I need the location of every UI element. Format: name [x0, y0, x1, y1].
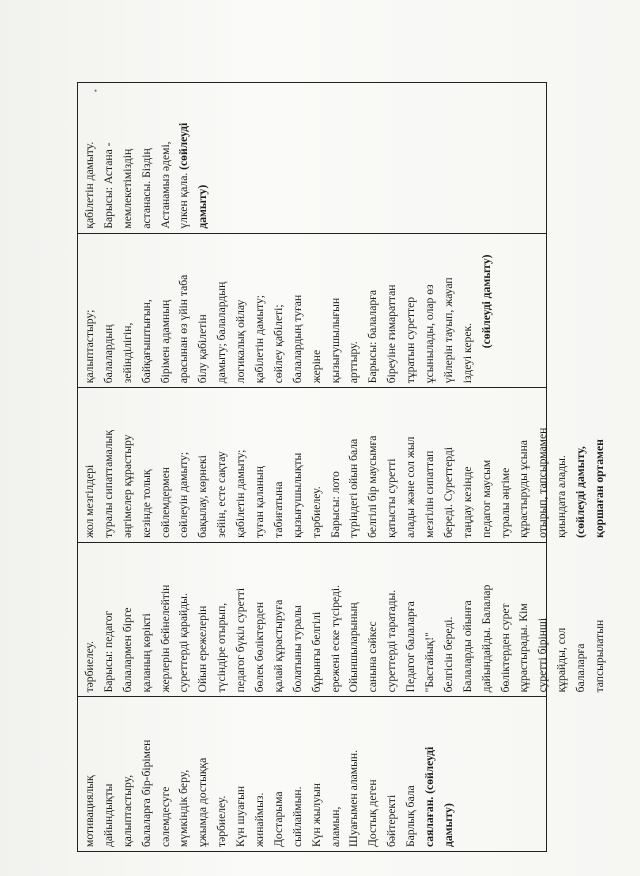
- cell-line: ұсынылады, олар өз: [423, 284, 437, 384]
- cell-line: мотивациялық: [83, 775, 96, 847]
- cell-line: тұратын суреттер: [404, 296, 418, 384]
- cell-text-bold: (сөйлеуді: [177, 122, 191, 170]
- cell-line: бөліктерден сурет: [498, 603, 512, 693]
- cell-line: зейін, есте сақтау: [215, 451, 229, 538]
- cell-line: береді. Суреттерді: [441, 446, 455, 538]
- cell-line: табиғатына: [271, 481, 285, 538]
- cell-line: құрайды, сол: [555, 627, 569, 693]
- cell-line: астанасы. Біздің: [139, 148, 153, 229]
- cell-line: түсіндіре отырып,: [215, 602, 229, 693]
- cell-line: педагог маусым: [479, 459, 493, 538]
- cell-text: үлкен қала.: [177, 169, 191, 229]
- cell-line: Достарыма: [271, 791, 285, 847]
- cell-line: іздеуі керек.: [460, 322, 474, 384]
- page-mark: •: [94, 86, 98, 96]
- cell-line: саялаған. (сөйлеуді: [423, 746, 437, 847]
- table-column: [78, 387, 607, 542]
- cell-line: бөлек бөліктерден: [253, 601, 267, 693]
- cell-line: білу қабілетін: [196, 314, 210, 384]
- cell-line: дамыту): [196, 184, 210, 229]
- cell-line: логикалық ойлау: [234, 299, 248, 384]
- cell-line: бұрынғы белгілі: [309, 611, 323, 693]
- cell-line: болатыны туралы: [290, 605, 304, 693]
- cell-line: Достық деген: [366, 779, 380, 847]
- cell-line: суреттерді қарайды.: [177, 593, 191, 693]
- table-column: [78, 542, 607, 697]
- cell-line: Педагог балаларға: [404, 601, 418, 693]
- table-column: [78, 83, 546, 233]
- cell-line: қиындата алады.: [555, 455, 569, 538]
- cell-line: [175, 87, 194, 229]
- cell-line: қабілетін дамыту;: [253, 295, 267, 384]
- cell-line: туған қаланың: [253, 466, 267, 538]
- cell-line: суретті бірінші: [536, 617, 550, 693]
- cell-line: қалай құрастыруға: [271, 599, 285, 693]
- cell-line: кезінде толық: [139, 469, 153, 538]
- cell-line: қалыптастыру,: [120, 774, 134, 847]
- cell-line: сөйлемдермен: [158, 467, 172, 538]
- cell-line: дамыту): [441, 803, 455, 847]
- cell-line: таңдау кезінде: [460, 466, 474, 538]
- cell-line: сыйлаймын.: [290, 786, 304, 847]
- cell-line: арасынан өз үйін таба: [177, 274, 191, 384]
- cell-line: байқағыштығын,: [139, 299, 153, 384]
- cell-line: ұжымда достыққа: [196, 757, 210, 847]
- cell-line: "Бастайық!": [423, 632, 437, 693]
- cell-line: мүмкіндік беру,: [177, 769, 191, 847]
- cell-line: Күн жылуын: [309, 782, 323, 847]
- cell-line: тәрбиелеу.: [83, 640, 96, 693]
- table-column: [78, 233, 546, 388]
- cell-line: қаланың көрікті: [139, 613, 153, 693]
- cell-line: әңгімелер құрастыру: [120, 434, 134, 538]
- cell-line: Астанамыз әдемі,: [158, 141, 172, 229]
- cell-line: Күн шуағын: [234, 785, 248, 847]
- cell-line: түріндегі ойын бала: [347, 438, 361, 538]
- cell-line: отырып, тапсырмамен: [536, 427, 550, 538]
- cell-line: балалардың: [101, 324, 115, 384]
- cell-line: тәрбиелеу.: [309, 486, 323, 538]
- cell-line: қалыптастыру;: [83, 309, 96, 384]
- rotated-table: [77, 82, 607, 852]
- cell-line: сөйлеу қабілеті;: [271, 304, 285, 384]
- cell-line: балалардың туған: [290, 294, 304, 384]
- cell-line: қатысты суретті: [385, 458, 399, 538]
- cell-line: бәйтеректі: [385, 794, 399, 847]
- cell-line: дамыту; балалардың: [215, 281, 229, 384]
- cell-line: Барысы: педагог: [101, 610, 115, 693]
- table-column: [78, 696, 546, 851]
- cell-line: Барысы: лото: [328, 471, 342, 538]
- cell-line: арттыру.: [347, 341, 361, 384]
- cell-line: туралы әңгіме: [498, 467, 512, 538]
- cell-line: балалармен бірге: [120, 607, 134, 693]
- cell-line: Ойын ережелерін: [196, 605, 210, 693]
- cell-line: қызығушылығын: [328, 297, 342, 384]
- cell-line: аламын,: [328, 806, 342, 847]
- cell-line: тәрбиелеу.: [215, 795, 229, 847]
- cell-line: біреуіне ғимараттан: [385, 284, 399, 384]
- cell-line: сәлемдесуге: [158, 786, 172, 847]
- cell-line: педагог бүкіл суретті: [234, 587, 248, 693]
- cell-line: қоршаған ортамен: [593, 439, 607, 538]
- cell-line: қабілетін дамыту.: [83, 141, 96, 229]
- cell-line: Барысы: балаларға: [366, 289, 380, 384]
- cell-line: (сөйлеуді дамыту,: [574, 446, 588, 538]
- cell-line: мемлекетіміздің: [120, 148, 134, 229]
- cell-line: жол мезгілдері: [83, 464, 96, 538]
- cell-line: қызығушылықты: [290, 452, 304, 538]
- cell-line: тапсырылатын: [593, 619, 607, 693]
- cell-line: құрастыруды ұсына: [517, 440, 531, 538]
- cell-line: ережені еске түсіреді.: [328, 584, 342, 693]
- cell-line: зейінділігін,: [120, 322, 134, 384]
- cell-line: Барысы: Астана -: [101, 142, 115, 229]
- cell-line: белгісін береді.: [441, 616, 455, 693]
- cell-line: үйлерін тауып, жауап: [441, 277, 455, 384]
- cell-line: бірімен адамның: [158, 299, 172, 384]
- cell-line: белгілі бір маусымға: [366, 435, 380, 538]
- cell-line: қабілетін дамыту;: [234, 449, 248, 538]
- cell-line: құрастырады. Кім: [517, 603, 531, 693]
- cell-line: сөйлеуін дамыту;: [177, 451, 191, 538]
- cell-line: суреттерді таратады.: [385, 589, 399, 693]
- cell-line: балаларға бір-бірімен: [139, 739, 153, 847]
- cell-line: Балаларды ойынға: [460, 600, 474, 693]
- cell-line: алады және сол жыл: [404, 436, 418, 538]
- cell-line: дайындықты: [101, 783, 115, 847]
- cell-line: жерлерін бейнелейтін: [158, 584, 172, 693]
- cell-line: Барлық бала: [404, 785, 418, 847]
- cell-line: (сөйлеуді дамыту): [479, 254, 493, 349]
- cell-line: балаларға: [574, 643, 588, 693]
- cell-line: санына сәйкес: [366, 621, 380, 693]
- cell-line: дайындайды. Балалар: [479, 584, 493, 693]
- cell-line: жинаймыз.: [253, 792, 267, 847]
- cell-line: Шуағымен аламын.: [347, 749, 361, 847]
- cell-line: туралы сипаттамалық: [101, 430, 115, 538]
- cell-line: бақылау, көрнекі: [196, 455, 210, 538]
- cell-line: Ойыншыларының: [347, 602, 361, 693]
- cell-line: жеріне: [309, 349, 323, 384]
- cell-line: мезгілін сипаттап: [423, 450, 437, 538]
